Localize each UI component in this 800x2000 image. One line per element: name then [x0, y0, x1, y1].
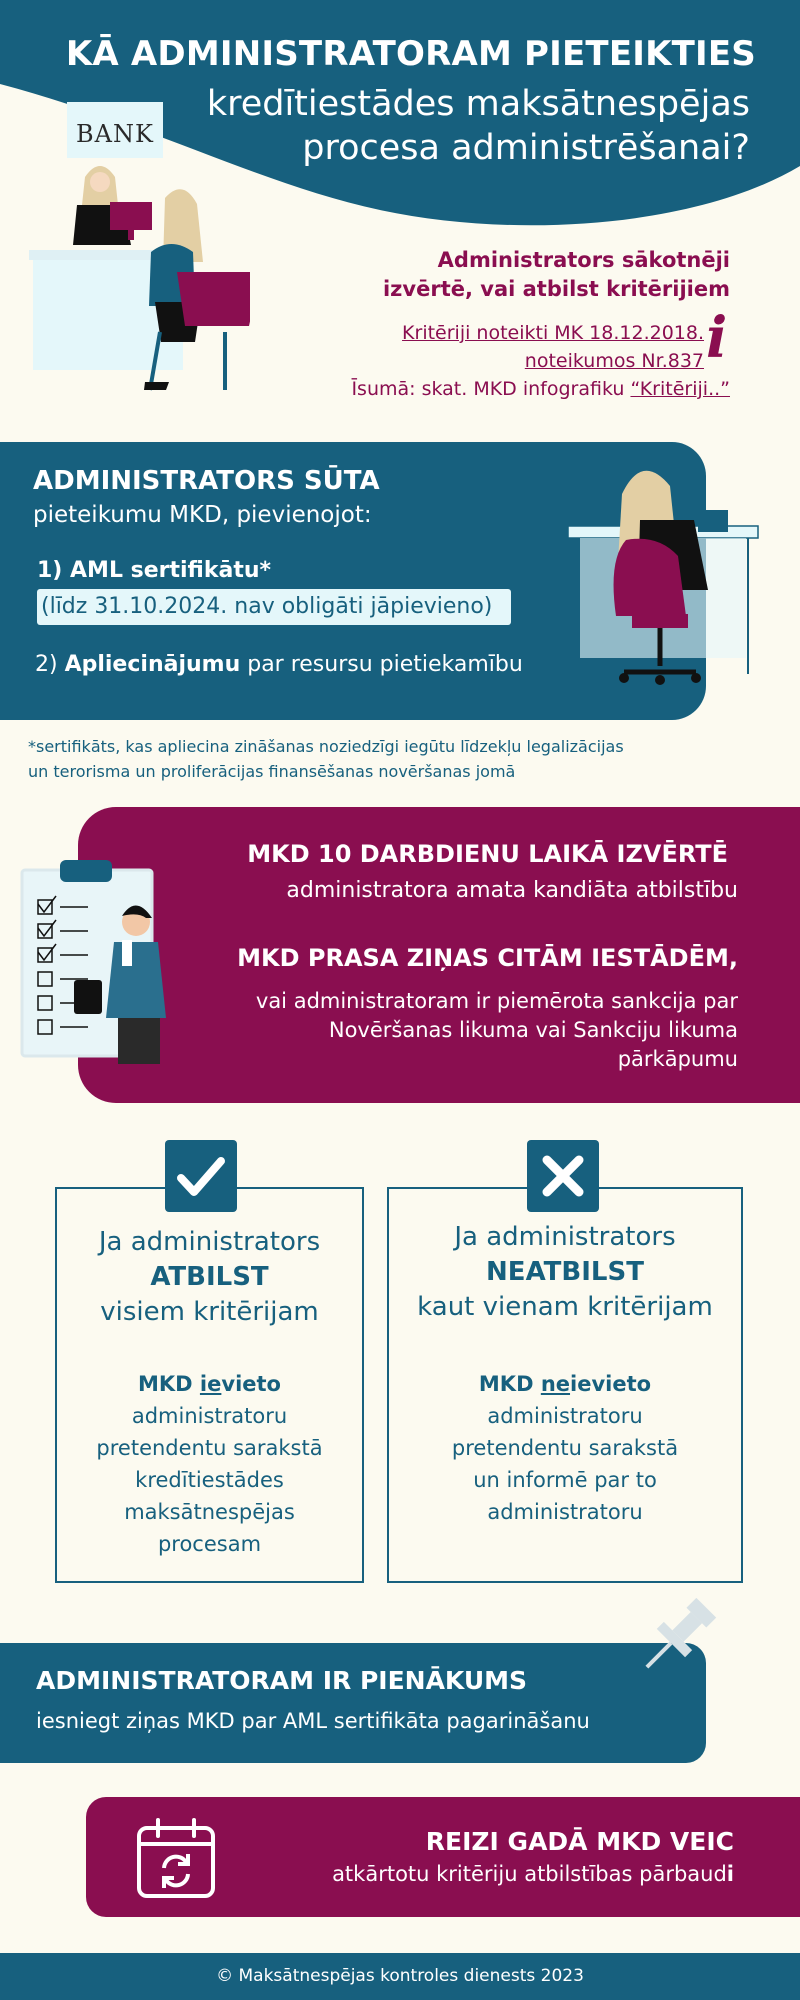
eligible-title: Ja administrators ATBILST visiem kritērijam: [98, 1227, 321, 1327]
duty-text: iesniegt ziņas MKD par AML sertifikāta pagarināšanu: [36, 1709, 590, 1733]
checklist-illustration: [18, 860, 178, 1070]
inquiry-heading: MKD PRASA ZIŅAS CITĀM IESTĀDĒM,: [237, 944, 738, 972]
calendar-refresh-icon: [136, 1818, 216, 1900]
criteria-regulation-link-line2[interactable]: noteikumos Nr.837: [524, 350, 704, 372]
review-heading: MKD 10 DARBDIENU LAIKĀ IZVĒRTĒ: [247, 840, 728, 868]
footer-copyright: © Maksātnespējas kontroles dienests 2023: [0, 1953, 800, 2000]
page-subtitle-line2: procesa administrēšanai?: [302, 128, 750, 168]
submission-item-declaration: 2) Apliecinājumu par resursu pietiekamību: [35, 652, 523, 677]
desk-worker-illustration: [560, 460, 760, 692]
x-icon: [527, 1140, 599, 1212]
submission-subheading: pieteikumu MKD, pievienojot:: [33, 502, 372, 528]
pushpin-icon: [632, 1594, 724, 1678]
info-icon: i: [706, 305, 728, 371]
checkmark-icon: [165, 1140, 237, 1212]
annual-review-heading: REIZI GADĀ MKD VEIC: [425, 1827, 734, 1856]
ineligible-title: Ja administrators NEATBILST kaut vienam kritērijam: [417, 1222, 713, 1322]
page-subtitle-line1: kredītiestādes maksātnespējas: [206, 84, 750, 124]
submission-heading: ADMINISTRATORS SŪTA: [33, 466, 380, 496]
ineligible-description: MKD neievieto administratoru pretendentu sarakstā un informē par to administratoru: [451, 1372, 679, 1524]
review-subtext: administratora amata kandiāta atbilstību: [286, 878, 738, 903]
summary-note: Īsumā: skat. MKD infografiku “Kritēriji..”: [351, 378, 730, 400]
bank-counter-illustration: [25, 82, 250, 397]
annual-review-text: atkārtotu kritēriju atbilstības pārbaudi: [332, 1862, 734, 1886]
submission-item-aml-note: (līdz 31.10.2024. nav obligāti jāpievieno): [37, 589, 511, 625]
aml-footnote: *sertifikāts, kas apliecina zināšanas noziedzīgi iegūtu līdzekļu legalizācijas un terorisma un proliferācijas finansēšanas novēršanas jomā: [28, 737, 624, 781]
page-title: KĀ ADMINISTRATORAM PIETEIKTIES: [65, 34, 756, 74]
eligible-description: MKD ievieto administratoru pretendentu sarakstā kredītiestādes maksātnespējas procesam: [96, 1372, 323, 1556]
submission-item-aml: 1) AML sertifikātu*: [37, 558, 272, 583]
bank-sign: BANK: [76, 120, 154, 148]
criteria-infographic-link[interactable]: “Kritēriji..”: [630, 378, 730, 400]
inquiry-subtext: vai administratoram ir piemērota sankcija par Novēršanas likuma vai Sankciju likuma pārkāpumu: [255, 989, 738, 1071]
criteria-regulation-link[interactable]: Kritēriji noteikti MK 18.12.2018.: [402, 322, 704, 344]
duty-panel: [0, 1643, 706, 1763]
evaluation-heading: Administrators sākotnēji izvērtē, vai atbilst kritērijiem: [382, 248, 730, 301]
duty-heading: ADMINISTRATORAM IR PIENĀKUMS: [36, 1666, 528, 1695]
